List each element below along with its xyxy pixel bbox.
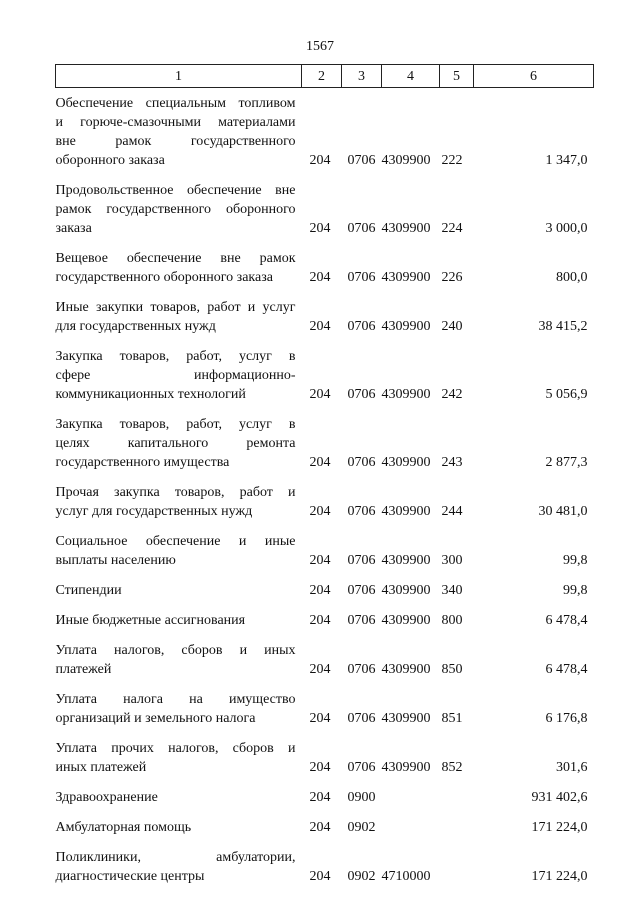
- row-c4-value: 4309900: [381, 760, 431, 775]
- row-name-line: услуг для государственных нужд: [55, 504, 253, 519]
- row-c3-value: 0900: [347, 790, 376, 805]
- row-c6-value: 2 877,3: [545, 455, 588, 470]
- row-name: [56, 88, 302, 171]
- row-c5-value: 852: [441, 760, 463, 775]
- row-c5-value: 300: [441, 553, 463, 568]
- row-c2-value: 204: [309, 711, 331, 726]
- row-name-line: рамок государственного оборонного: [55, 202, 296, 217]
- row-c4-value: 4309900: [381, 270, 431, 285]
- row-c6-value: 3 000,0: [545, 221, 588, 236]
- row-c4-value: 4309900: [381, 504, 431, 519]
- row-name-line: Уплата налога на имущество: [55, 692, 296, 707]
- row-name: [56, 630, 302, 679]
- row-c3-value: 0706: [347, 583, 376, 598]
- row-c4-value: 4309900: [381, 613, 431, 628]
- table-row: [56, 170, 594, 238]
- row-c4-value: 4309900: [381, 319, 431, 334]
- row-c5-value: 222: [441, 153, 463, 168]
- row-name-line: коммуникационных технологий: [55, 387, 246, 402]
- table-row: [56, 807, 594, 837]
- row-c6-value: 800,0: [556, 270, 588, 285]
- row-c6-value: 171 224,0: [531, 869, 588, 884]
- table-row: [56, 287, 594, 336]
- row-name: [56, 521, 302, 570]
- row-name-line: государственного имущества: [55, 455, 230, 470]
- row-name-line: организаций и земельного налога: [55, 711, 256, 726]
- page-number: 1567: [306, 39, 334, 54]
- row-name-line: Иные закупки товаров, работ и услуг: [55, 300, 296, 315]
- table-row: [56, 679, 594, 728]
- row-name-line: иных платежей: [55, 760, 147, 775]
- row-c6-value: 1 347,0: [545, 153, 588, 168]
- row-name-line: Закупка товаров, работ, услуг в: [55, 417, 296, 432]
- row-name: [56, 777, 302, 807]
- budget-table: [55, 64, 594, 886]
- row-c3-value: 0706: [347, 455, 376, 470]
- table-row: [56, 837, 594, 886]
- row-c2-value: 204: [309, 790, 331, 805]
- row-name: [56, 679, 302, 728]
- table-row: [56, 630, 594, 679]
- row-name-line: платежей: [55, 662, 112, 677]
- row-c6-value: 301,6: [556, 760, 588, 775]
- row-name-line: Здравоохранение: [55, 790, 158, 805]
- row-c5-value: [440, 777, 474, 807]
- row-c4-value: 4309900: [381, 583, 431, 598]
- row-name-line: для государственных нужд: [55, 319, 216, 334]
- table-body: [56, 88, 594, 887]
- row-c6-value: 38 415,2: [538, 319, 588, 334]
- table-header-row: [56, 65, 594, 88]
- row-c3-value: 0706: [347, 553, 376, 568]
- row-c3-value: 0706: [347, 387, 376, 402]
- row-c5-value: 244: [441, 504, 463, 519]
- row-c5-value: 851: [441, 711, 463, 726]
- row-name-line: Закупка товаров, работ, услуг в: [55, 349, 296, 364]
- row-name: [56, 336, 302, 404]
- row-name-line: диагностические центры: [55, 869, 205, 884]
- row-name-line: сфере информационно-: [55, 368, 296, 383]
- row-name-line: вне рамок государственного: [55, 134, 296, 149]
- row-c4-value: 4309900: [381, 221, 431, 236]
- row-c2-value: 204: [309, 662, 331, 677]
- row-name-line: Амбулаторная помощь: [55, 820, 192, 835]
- row-name: [56, 238, 302, 287]
- row-c3-value: 0706: [347, 221, 376, 236]
- row-name-line: выплаты населению: [55, 553, 176, 568]
- row-name: [56, 570, 302, 600]
- row-name: [56, 807, 302, 837]
- row-c4-value: 4309900: [381, 387, 431, 402]
- row-c6-value: 931 402,6: [531, 790, 588, 805]
- table-row: [56, 521, 594, 570]
- row-c4-value: 4309900: [381, 711, 431, 726]
- row-c3-value: 0706: [347, 662, 376, 677]
- row-c2-value: 204: [309, 455, 331, 470]
- row-name-line: Уплата прочих налогов, сборов и: [55, 741, 296, 756]
- row-c6-value: 171 224,0: [531, 820, 588, 835]
- row-name-line: Прочая закупка товаров, работ и: [55, 485, 296, 500]
- row-c2-value: 204: [309, 319, 331, 334]
- row-c2-value: 204: [309, 221, 331, 236]
- row-c5-value: 226: [441, 270, 463, 285]
- table-row: [56, 600, 594, 630]
- row-c3-value: 0706: [347, 153, 376, 168]
- row-c5-value: 850: [441, 662, 463, 677]
- header-col-2: 2: [302, 65, 342, 88]
- table-row: [56, 336, 594, 404]
- row-name-line: государственного оборонного заказа: [55, 270, 273, 285]
- row-name: [56, 728, 302, 777]
- row-c2-value: 204: [309, 270, 331, 285]
- table-row: [56, 728, 594, 777]
- row-c6-value: 99,8: [563, 553, 588, 568]
- row-c4-value: [382, 777, 440, 807]
- row-c5-value: 243: [441, 455, 463, 470]
- row-c4-value: [382, 807, 440, 837]
- table-row: [56, 88, 594, 171]
- row-c5-value: 242: [441, 387, 463, 402]
- row-c6-value: 99,8: [563, 583, 588, 598]
- row-c2-value: 204: [309, 820, 331, 835]
- table-row: [56, 570, 594, 600]
- table-row: [56, 238, 594, 287]
- row-c3-value: 0706: [347, 711, 376, 726]
- row-c2-value: 204: [309, 869, 331, 884]
- header-col-1: 1: [56, 65, 302, 88]
- row-c3-value: 0706: [347, 613, 376, 628]
- row-c6-value: 6 478,4: [545, 613, 588, 628]
- row-c3-value: 0902: [347, 820, 376, 835]
- row-name-line: Продовольственное обеспечение вне: [55, 183, 296, 198]
- row-name-line: Уплата налогов, сборов и иных: [55, 643, 296, 658]
- row-c4-value: 4309900: [381, 553, 431, 568]
- row-name: [56, 404, 302, 472]
- row-name-line: Иные бюджетные ассигнования: [55, 613, 246, 628]
- row-c3-value: 0706: [347, 270, 376, 285]
- row-name: [56, 170, 302, 238]
- row-c2-value: 204: [309, 613, 331, 628]
- row-c2-value: 204: [309, 504, 331, 519]
- row-c5-value: 800: [441, 613, 463, 628]
- row-c5-value: [440, 837, 474, 886]
- row-c6-value: 6 478,4: [545, 662, 588, 677]
- row-c6-value: 5 056,9: [545, 387, 588, 402]
- header-col-6: 6: [474, 65, 594, 88]
- row-name: [56, 287, 302, 336]
- row-c5-value: 240: [441, 319, 463, 334]
- row-c4-value: 4309900: [381, 662, 431, 677]
- row-name-line: оборонного заказа: [55, 153, 165, 168]
- row-c5-value: 340: [441, 583, 463, 598]
- row-name-line: Стипендии: [55, 583, 122, 598]
- row-c2-value: 204: [309, 387, 331, 402]
- table-row: [56, 777, 594, 807]
- header-col-5: 5: [440, 65, 474, 88]
- header-col-4: 4: [382, 65, 440, 88]
- row-c2-value: 204: [309, 583, 331, 598]
- row-c6-value: 6 176,8: [545, 711, 588, 726]
- row-c4-value: 4309900: [381, 455, 431, 470]
- row-c2-value: 204: [309, 553, 331, 568]
- row-c4-value: 4710000: [381, 869, 431, 884]
- row-name-line: Социальное обеспечение и иные: [55, 534, 296, 549]
- row-c5-value: [440, 807, 474, 837]
- row-c3-value: 0706: [347, 760, 376, 775]
- row-c3-value: 0902: [347, 869, 376, 884]
- row-name-line: заказа: [55, 221, 92, 236]
- row-name-line: и горюче-смазочными материалами: [55, 115, 296, 130]
- row-name: [56, 837, 302, 886]
- row-c4-value: 4309900: [381, 153, 431, 168]
- row-c2-value: 204: [309, 760, 331, 775]
- table-row: [56, 404, 594, 472]
- table-row: [56, 472, 594, 521]
- header-col-3: 3: [342, 65, 382, 88]
- row-c6-value: 30 481,0: [538, 504, 588, 519]
- row-c5-value: 224: [441, 221, 463, 236]
- row-name-line: Вещевое обеспечение вне рамок: [55, 251, 296, 266]
- row-name: [56, 472, 302, 521]
- row-c2-value: 204: [309, 153, 331, 168]
- row-c3-value: 0706: [347, 319, 376, 334]
- row-name: [56, 600, 302, 630]
- row-c3-value: 0706: [347, 504, 376, 519]
- row-name-line: целях капитального ремонта: [55, 436, 296, 451]
- row-name-line: Обеспечение специальным топливом: [55, 96, 296, 111]
- row-name-line: Поликлиники, амбулатории,: [55, 850, 296, 865]
